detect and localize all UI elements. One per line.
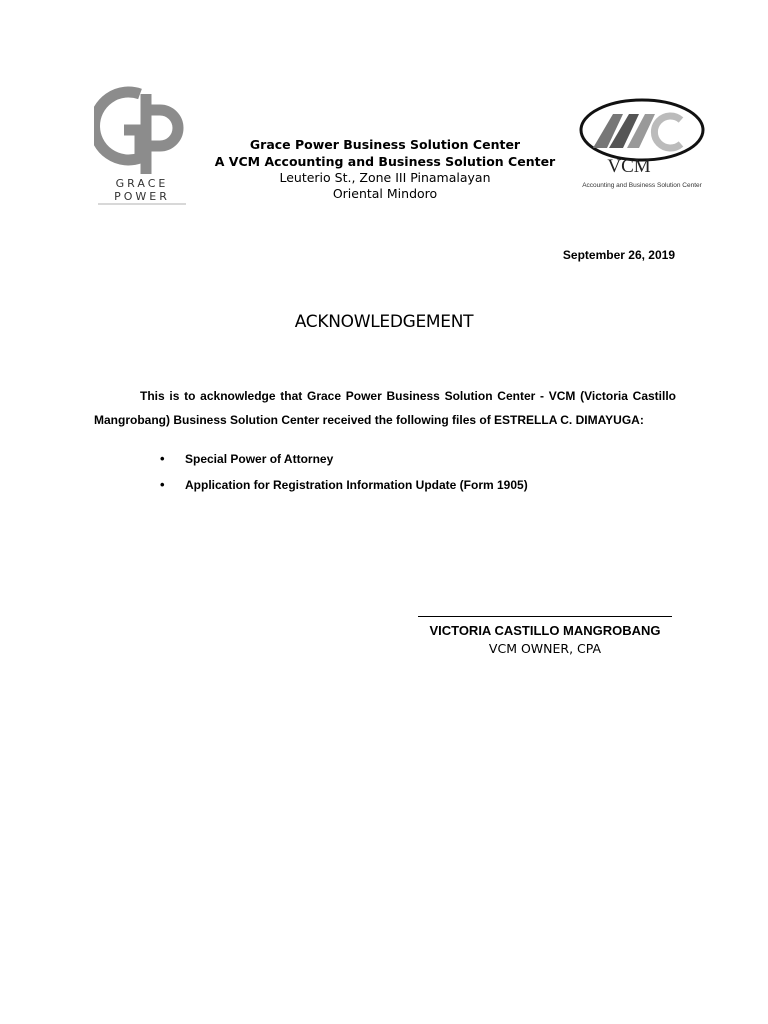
bullet-icon: • bbox=[160, 451, 165, 466]
svg-text:Accounting and Business Soluti: Accounting and Business Solution Center bbox=[582, 182, 702, 189]
svg-text:VCM: VCM bbox=[607, 156, 651, 177]
signature-line bbox=[418, 616, 672, 617]
list-item bbox=[160, 446, 528, 472]
acknowledgement-body: This is to acknowledge that Grace Power Business Solution Center - VCM (Victoria Castillo Mangrobang) Business Solution Center received the following files of ESTRELLA C. DIMAYUGA: bbox=[94, 389, 676, 427]
bullet-icon: • bbox=[160, 477, 165, 492]
file-name: Application for Registration Information Update (Form 1905) bbox=[185, 478, 528, 492]
document-title: ACKNOWLEDGEMENT bbox=[294, 312, 474, 332]
svg-text:POWER: POWER bbox=[114, 190, 170, 203]
company-name: Grace Power Business Solution Center bbox=[249, 137, 521, 152]
list-item bbox=[160, 472, 528, 498]
letterhead bbox=[200, 136, 570, 202]
address-street: Leuterio St., Zone III Pinamalayan bbox=[279, 170, 491, 185]
signatory-title: VCM OWNER, CPA bbox=[488, 641, 602, 656]
signatory-name: VICTORIA CASTILLO MANGROBANG bbox=[429, 623, 661, 638]
svg-text:GRACE: GRACE bbox=[115, 177, 169, 190]
files-list bbox=[160, 446, 528, 498]
vcm-logo-icon bbox=[563, 96, 708, 196]
address-province: Oriental Mindoro bbox=[332, 186, 438, 201]
company-subtitle: A VCM Accounting and Business Solution Center bbox=[214, 154, 556, 169]
letter-date: September 26, 2019 bbox=[562, 248, 675, 262]
file-name: Special Power of Attorney bbox=[185, 452, 334, 466]
gp-logo-icon bbox=[94, 86, 190, 210]
